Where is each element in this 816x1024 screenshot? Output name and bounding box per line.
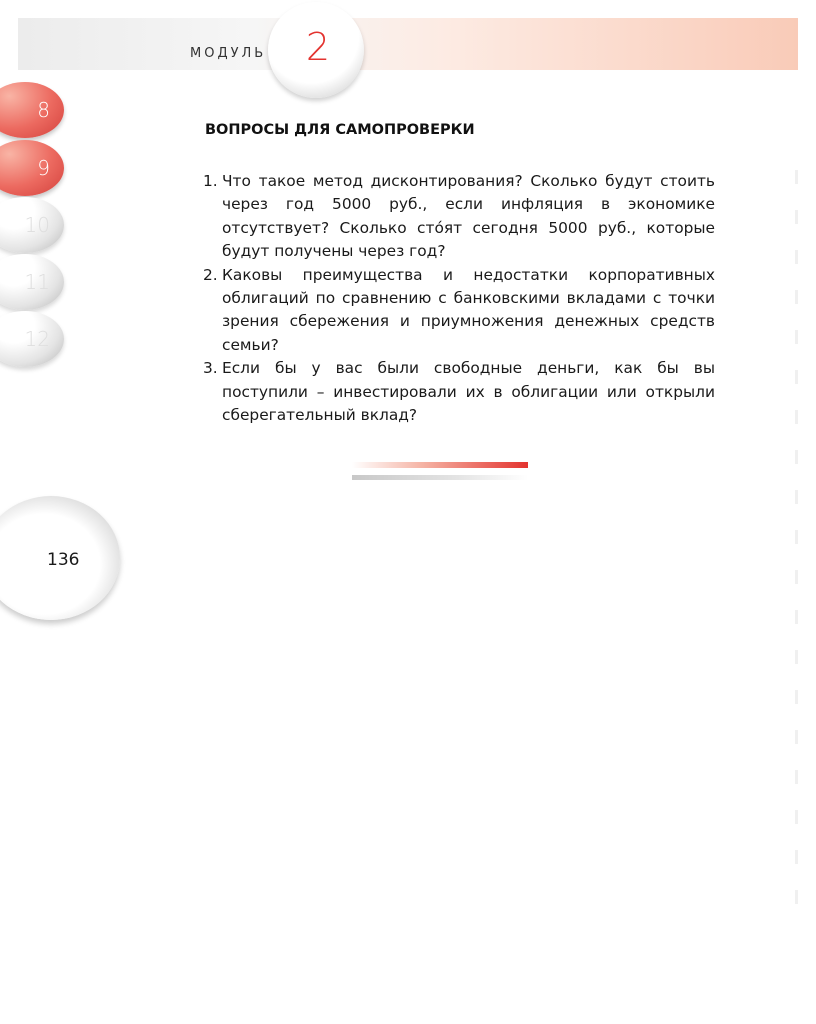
question-number: 1.	[203, 172, 218, 190]
decorative-line-red	[352, 462, 528, 468]
section-title: ВОПРОСЫ ДЛЯ САМОПРОВЕРКИ	[205, 122, 475, 138]
decorative-line-grey	[352, 475, 528, 480]
side-tab-10[interactable]: 10	[0, 197, 64, 253]
module-number: 2	[305, 25, 331, 69]
module-circle	[268, 2, 364, 98]
question-item	[203, 170, 715, 264]
question-item	[203, 357, 715, 427]
question-text: Каковы преимущества и недостатки корпоративных облигаций по сравнению с банковскими вкладами с точки зрения сбережения и приумножения денежных средств семьи?	[222, 265, 715, 354]
side-tab-11[interactable]: 11	[0, 254, 64, 310]
question-text: Если бы у вас были свободные деньги, как бы вы поступили – инвестировали их в облигации или открыли сберегательный вклад?	[222, 359, 715, 425]
page-edge-marks	[795, 170, 798, 910]
page-number: 136	[47, 550, 80, 570]
header-band	[18, 18, 798, 70]
question-number: 3.	[203, 359, 218, 378]
questions-list	[203, 170, 715, 427]
question-text: Что такое метод дисконтирования? Сколько будут стоить через год 5000 руб., если инфляция в экономике отсутствует? Сколько сто́ят сегодня 5000 руб., которые будут получены через год?	[222, 172, 715, 261]
side-tab-12[interactable]: 12	[0, 311, 64, 367]
module-label: МОДУЛЬ	[190, 46, 267, 61]
side-tab-8[interactable]: 8	[0, 82, 64, 138]
question-item	[203, 264, 715, 358]
question-number: 2.	[203, 265, 218, 284]
side-tab-9[interactable]: 9	[0, 140, 64, 196]
